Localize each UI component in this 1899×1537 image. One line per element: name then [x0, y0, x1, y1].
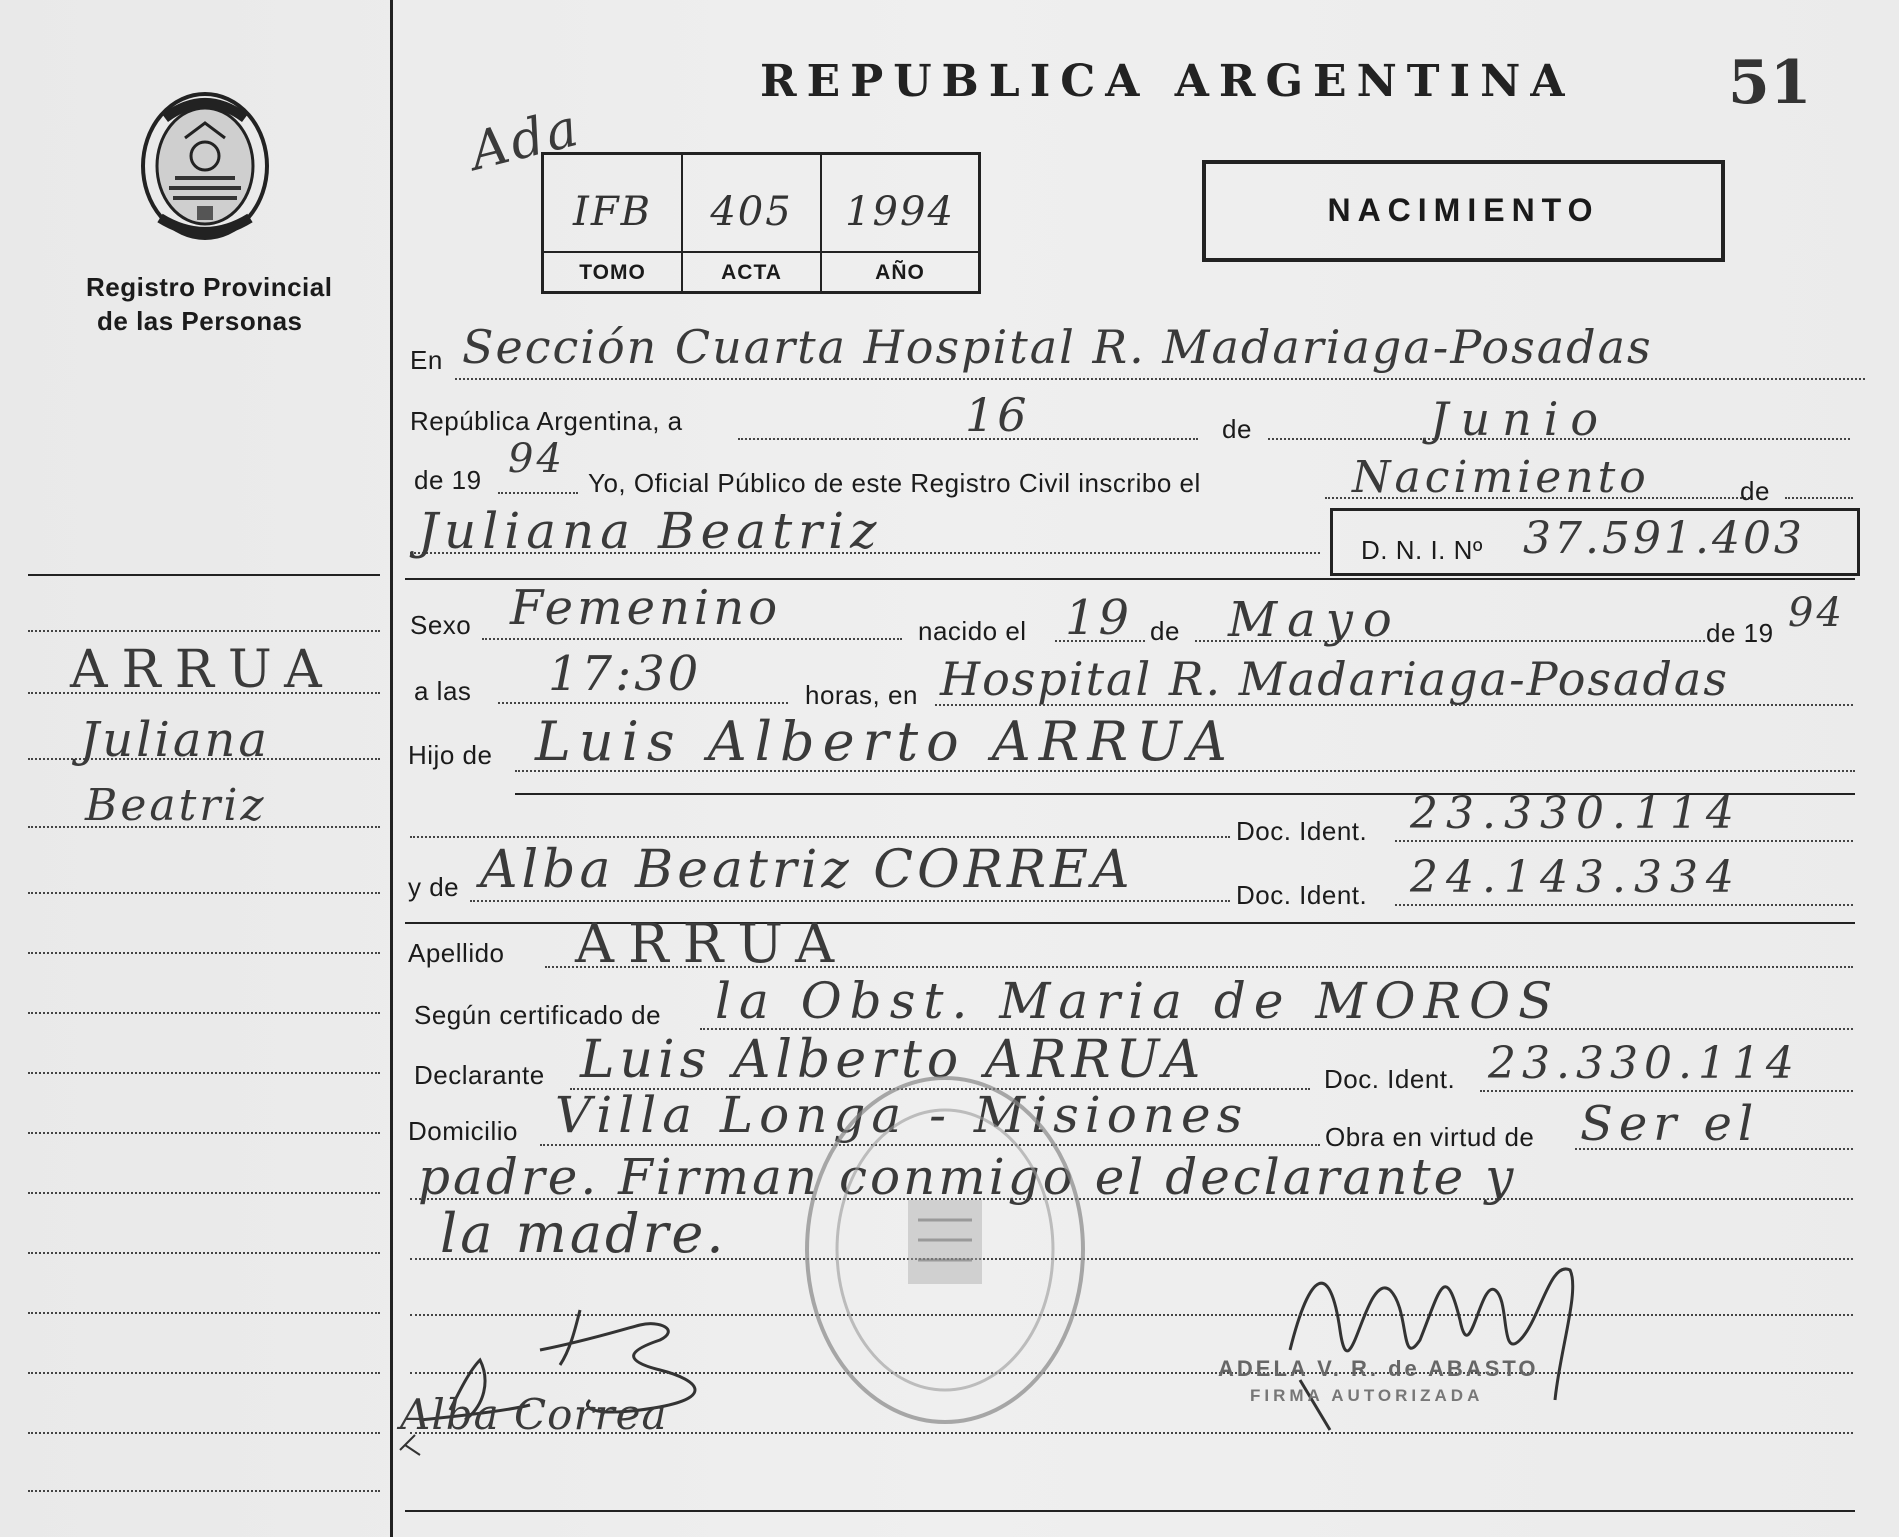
margin-given-name-2: Beatriz — [85, 780, 267, 831]
acta-value: 405 — [710, 189, 793, 235]
margin-rule — [28, 1252, 380, 1254]
mother-doc-value: 24.143.334 — [1410, 852, 1742, 903]
tomo-cell — [544, 155, 683, 291]
field-line — [498, 702, 788, 704]
alas-label: a las — [414, 676, 472, 706]
cell-divider — [683, 251, 820, 253]
republica-label: República Argentina, a — [410, 406, 683, 436]
y-de-label: y de — [408, 872, 460, 902]
birth-year-prefix: de 19 — [1706, 618, 1774, 648]
oficial-statement: Yo, Oficial Público de este Registro Civil inscribo el — [588, 468, 1201, 498]
province-seal-icon — [125, 78, 285, 248]
doc-label-mother: Doc. Ident. — [1236, 880, 1368, 910]
field-line — [498, 492, 578, 494]
obra-value: Ser el — [1580, 1096, 1760, 1152]
father-doc-value: 23.330.114 — [1410, 788, 1742, 839]
doc-label-declarante: Doc. Ident. — [1324, 1064, 1456, 1094]
page-number: 51 — [1728, 48, 1812, 118]
field-line — [1395, 840, 1853, 842]
margin-rule — [28, 1490, 380, 1492]
birth-day-value: 19 — [1065, 590, 1133, 646]
field-line — [1785, 497, 1853, 499]
birth-month-value: Mayo — [1228, 592, 1402, 648]
tomo-value: IFB — [573, 189, 652, 235]
field-line — [1395, 904, 1853, 906]
declarante-label: Declarante — [414, 1060, 545, 1090]
official-signature — [1270, 1230, 1600, 1440]
margin-rule — [28, 630, 380, 632]
margin-rule — [28, 574, 380, 576]
de-label-2: de — [1740, 476, 1770, 506]
note-line-2: la madre. — [440, 1202, 727, 1265]
registry-office-value: Sección Cuarta Hospital R. Madariaga-Posadas — [462, 320, 1653, 374]
registry-name-line1: Registro Provincial — [86, 272, 333, 302]
nacido-label: nacido el — [918, 616, 1027, 646]
record-reference-box — [541, 152, 981, 294]
official-stamp-seal — [800, 1070, 1090, 1430]
child-name-value: Juliana Beatriz — [418, 502, 883, 560]
declarante-doc-value: 23.330.114 — [1488, 1038, 1800, 1089]
stamp-official-name: ADELA V. R. de ABASTO — [1218, 1356, 1539, 1381]
margin-rule — [28, 1372, 380, 1374]
field-line — [482, 638, 902, 640]
domicilio-label: Domicilio — [408, 1116, 518, 1146]
field-line — [410, 836, 1230, 838]
field-line — [470, 900, 1230, 902]
certificado-value: la Obst. Maria de MOROS — [715, 972, 1561, 1030]
tomo-label: TOMO — [579, 261, 646, 284]
domicilio-value: Villa Longa - Misiones — [555, 1086, 1249, 1144]
margin-rule — [28, 952, 380, 954]
registry-name-line2: de las Personas — [97, 306, 303, 336]
sexo-label: Sexo — [410, 610, 472, 640]
certificado-label: Según certificado de — [414, 1000, 662, 1030]
dni-label: D. N. I. Nº — [1361, 535, 1483, 565]
declarante-value: Luis Alberto ARRUA — [580, 1030, 1206, 1090]
country-title: REPUBLICA ARGENTINA — [760, 56, 1575, 107]
registration-year: 94 — [508, 436, 565, 482]
section-rule — [405, 1510, 1855, 1512]
apellido-label: Apellido — [408, 938, 505, 968]
sexo-value: Femenino — [510, 580, 782, 636]
de-label-3: de — [1150, 616, 1180, 646]
record-type-label: NACIMIENTO — [1327, 192, 1600, 228]
margin-rule — [28, 892, 380, 894]
margin-given-name-1: Juliana — [80, 712, 271, 768]
stamp-official-role: FIRMA AUTORIZADA — [1250, 1386, 1484, 1405]
father-name-value: Luis Alberto ARRUA — [535, 710, 1235, 773]
year-prefix: de 19 — [414, 465, 482, 495]
ano-cell — [822, 155, 978, 291]
mother-name-value: Alba Beatriz CORREA — [480, 840, 1134, 900]
birth-year-value: 94 — [1788, 590, 1845, 636]
horas-label: horas, en — [805, 680, 918, 710]
field-line — [455, 378, 1865, 380]
margin-rule — [28, 1072, 380, 1074]
corner-note: Ada — [464, 97, 587, 183]
act-type-value: Nacimiento — [1352, 452, 1650, 503]
margin-rule — [28, 1012, 380, 1014]
record-type-box — [1202, 160, 1725, 262]
field-line — [1480, 1090, 1853, 1092]
registration-day: 16 — [965, 388, 1030, 442]
ano-value: 1994 — [845, 189, 955, 235]
mother-signature: Alba Correa — [400, 1390, 668, 1439]
dni-box — [1330, 508, 1860, 576]
acta-label: ACTA — [721, 261, 782, 284]
obra-label: Obra en virtud de — [1325, 1122, 1535, 1152]
apellido-value: ARRUA — [575, 912, 849, 975]
ano-label: AÑO — [875, 261, 925, 284]
doc-label-father: Doc. Ident. — [1236, 816, 1368, 846]
margin-rule — [28, 1432, 380, 1434]
dni-value: 37.591.403 — [1523, 513, 1805, 564]
note-line-1: padre. Firman conmigo el declarante y — [418, 1148, 1517, 1206]
cell-divider — [544, 251, 681, 253]
margin-rule — [28, 1192, 380, 1194]
de-label: de — [1222, 414, 1252, 444]
margin-surname: ARRUA — [70, 640, 336, 700]
cell-divider — [822, 251, 978, 253]
margin-rule — [28, 1312, 380, 1314]
birth-time-value: 17:30 — [548, 646, 702, 702]
en-label: En — [410, 345, 443, 375]
birth-place-value: Hospital R. Madariaga-Posadas — [940, 652, 1729, 706]
hijo-label: Hijo de — [408, 740, 493, 770]
acta-cell — [683, 155, 822, 291]
margin-rule — [28, 1132, 380, 1134]
registration-month: Junio — [1430, 392, 1611, 446]
